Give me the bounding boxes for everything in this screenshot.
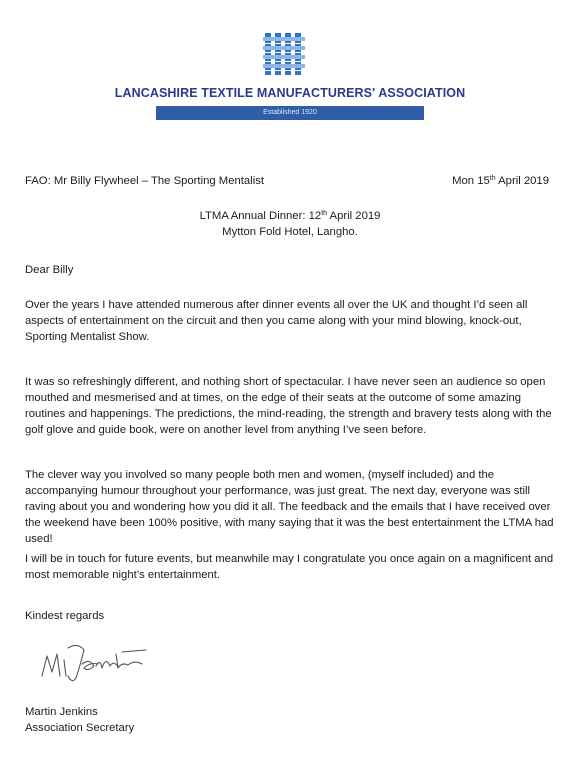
- event-suffix: th: [321, 210, 328, 217]
- salutation: Dear Billy: [25, 264, 74, 276]
- recipient-line: FAO: Mr Billy Flywheel – The Sporting Mentalist: [25, 175, 264, 187]
- body-paragraph-4: I will be in touch for future events, but meanwhile may I congratulate you once again on a magnificent and most memorable night’s entertainment.: [25, 553, 554, 581]
- ltma-logo-icon: [263, 33, 305, 75]
- event-rest: April 2019: [327, 210, 381, 222]
- established-banner: Established 1920: [156, 106, 424, 120]
- event-prefix: LTMA Annual Dinner: 12: [199, 210, 322, 222]
- body-paragraph-1: Over the years I have attended numerous after dinner events all over the UK and thought I’d seen all aspects of entertainment on the circuit and then you came along with your mind blowing, knock-out, Sporting Mentalist Show.: [25, 299, 528, 343]
- date-suffix: th: [489, 175, 496, 182]
- event-line-2: Mytton Fold Hotel, Langho.: [222, 226, 358, 238]
- body-paragraph-3: The clever way you involved so many people both men and women, (myself included) and the accompanying humour throughout your performance, was just great. The next day, everyone was still raving about you and wondering how you did it all. The feedback and the emails that I have received over the weekend have been 100% positive, with many saying that it was the best entertainment the LTMA had used!: [25, 469, 554, 545]
- signer-name: Martin Jenkins: [25, 706, 98, 718]
- event-details: [0, 208, 580, 240]
- date-rest: April 2019: [495, 175, 549, 187]
- closing: Kindest regards: [25, 610, 105, 622]
- signer-title: Association Secretary: [25, 722, 135, 734]
- signature-image: [38, 640, 150, 686]
- body-paragraph-2: It was so refreshingly different, and nothing short of spectacular. I have never seen an audience so open mouthed and mesmerised and at times, on the edge of their seats at the outcome of some amazing routines and happenings. The predictions, the mind-reading, the strength and bravery tests along with the golf glove and guide book, were on another level from anything I’ve seen before.: [25, 376, 552, 436]
- organisation-name: LANCASHIRE TEXTILE MANUFACTURERS' ASSOCIATION: [114, 86, 466, 100]
- letter-date: [452, 173, 549, 189]
- signer-block: [25, 704, 134, 736]
- date-prefix: Mon 15: [452, 175, 490, 187]
- event-line-1: [0, 208, 580, 224]
